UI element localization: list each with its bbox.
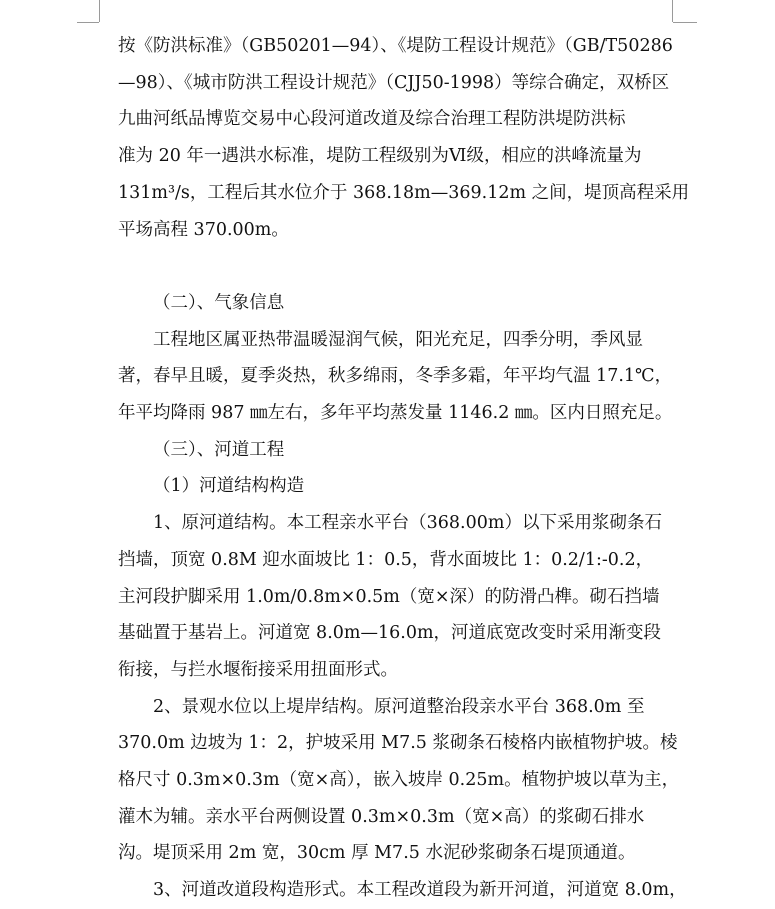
item-2-paragraph [118,689,678,873]
text-line: 衔接，与拦水堰衔接采用扭面形式。 [118,659,398,680]
crop-mark-top-right-vertical [672,0,673,22]
section-heading-river-works: （三）、河道工程 [153,439,285,460]
text-line: 基础置于基岩上。河道宽 8.0m—16.0m，河道底宽改变时采用渐变段 [118,623,662,644]
text-line: 按《防洪标准》（GB50201—94）、《堤防工程设计规范》（GB/T50286 [118,36,673,56]
text-line: 灌木为辅。亲水平台两侧设置 0.3m×0.3m（宽×高）的浆砌石排水 [118,806,645,827]
crop-mark-top-right-horizontal [673,22,697,23]
weather-paragraph [118,322,678,432]
text-line: 131m³/s，工程后其水位介于 368.18m—369.12m 之间，堤顶高程采用 [118,182,690,203]
text-line: 3、河道改道段构造形式。本工程改道段为新开河道，河道宽 8.0m， [153,880,687,901]
text-line: 准为 20 年一遇洪水标准，堤防工程级别为Ⅵ级，相应的洪峰流量为 [118,146,642,167]
text-line: 年平均降雨 987 ㎜左右，多年平均蒸发量 1146.2 ㎜。区内日照充足。 [118,403,673,424]
crop-mark-top-left-vertical [99,0,100,22]
text-line: 平场高程 370.00m。 [118,219,289,240]
item-3-paragraph [118,872,687,909]
text-line: 2、景观水位以上堤岸结构。原河道整治段亲水平台 368.0m 至 [153,696,645,717]
section-heading-weather: （二）、气象信息 [153,292,285,313]
text-line: 九曲河纸品博览交易中心段河道改道及综合治理工程防洪堤防洪标 [118,109,626,130]
blank-line [118,248,678,285]
item-1-paragraph [118,505,678,689]
text-line: 1、原河道结构。本工程亲水平台（368.00m）以下采用浆砌条石 [153,513,662,534]
text-line: —98）、《城市防洪工程设计规范》（CJJ50-1998）等综合确定，双桥区 [118,72,670,93]
crop-mark-top-left-horizontal [77,22,99,23]
text-line: 格尺寸 0.3m×0.3m（宽×高），嵌入坡岸 0.25m。植物护坡以草为主， [118,770,680,791]
text-line: 沟。堤顶采用 2m 宽，30cm 厚 M7.5 水泥砂浆砌条石堤顶通道。 [118,843,636,864]
document-body [118,28,690,909]
subsection-heading-river-structure: （1）河道结构构造 [153,476,305,497]
text-line: 主河段护脚采用 1.0m/0.8m×0.5m（宽×深）的防滑凸榫。砌石挡墙 [118,586,660,607]
text-line: 工程地区属亚热带温暖湿润气候，阳光充足，四季分明，季风显 [153,329,643,350]
text-line: 挡墙，顶宽 0.8M 迎水面坡比 1：0.5，背水面坡比 1：0.2/1:-0.2， [118,549,654,570]
text-line: 370.0m 边坡为 1：2，护坡采用 M7.5 浆砌条石棱格内嵌植物护坡。棱 [118,733,678,754]
intro-paragraph [118,28,690,248]
text-line: 著，春早且暖，夏季炎热，秋多绵雨，冬季多霜，年平均气温 17.1℃， [118,366,673,387]
